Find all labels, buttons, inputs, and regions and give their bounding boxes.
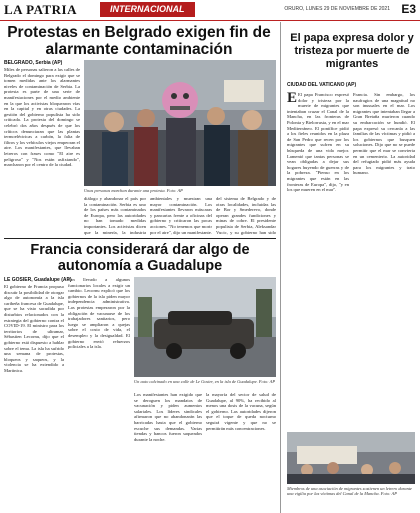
section-divider [4,238,276,239]
story1-lower-column-2: ambientales y muestran una mayor contaminación. Los manifestantes llevaron máscaras y pancartas frente a oficinas del gobierno y criticaron las pocas acciones. "No tenemos que morir por el aire", dijo un manifestante. [150,196,212,235]
story1-column-1: Miles de personas salieron a las calles de Belgrado el domingo para exigir que se tomen medidas ante los alarmantes niveles de contaminación de Serbia. La protesta es parte de una serie de manifestaciones por el medio ambiente en la que los activistas bloquearon vías en la capital y en otras ciudades. La gestión del gobierno populista ha sido criticada. La protesta del domingo se celebró dos años después de que los críticos denunciaran que las plantas termoeléctricas a carbón, la falta de filtros y los vehículos viejos empeoran el aire. Los manifestantes, que llevaban letreros con frases como "El aire es peligroso" y "Nos están asfixiando", marcharon por el centro de la ciudad. [4,67,80,168]
dateline: ORURO, LUNES 29 DE NOVIEMBRE DE 2021 [284,6,390,12]
story3-photo [287,432,415,484]
section-label: INTERNACIONAL [100,2,195,17]
page-number: E3 [401,2,416,16]
drop-cap: E [287,92,298,106]
protest-photo [84,60,276,186]
story1-photo [84,60,276,186]
story2-photo-caption: Un auto calcinado en una calle de Le Gosier, en la isla de Guadalupe. Foto: AP [134,379,276,384]
story3-column-2: Francia. Sin embargo, los naufragios de una magnitud no son inusuales en el mar. Los migrantes que intentaban llegar a Gran Bretaña murieron cuando su embarcación se hundió. El papa expresó su cercanía a las familias de las víctimas y pidió a los gobiernos que busquen soluciones. Dijo que no se puede permitir que el mar se convierta en un cementerio. La autoridad del refugiado pidió más ayuda para los migrantes y trato humano. [353,92,415,176]
story3-byline: CIUDAD DEL VATICANO (AP) [287,82,357,88]
story1-lower-column-1: diálogo y abandonar el país por la contaminación. Serbia es uno de los países más contaminados de Europa, pero las autoridades no han tomado medidas importantes. Los activistas dicen que la minería, la industria [84,196,146,235]
story3-column-1: E El papa Francisco expresó dolor y tristeza por la muerte de migrantes que intentaban cruzar el Canal de la Mancha, en las fronteras de Polonia y Bielorrusia, y en el mar Mediterráneo. El pontífice pidió a los fieles reunidos en la plaza de San Pedro que recen por los migrantes que sufren en su búsqueda de una vida mejor. Lamentó que tantas personas se vean obligadas a dejar sus hogares huyendo de guerras y de la pobreza. "Pienso en los migrantes que están en las fronteras de Europa", dijo, "y en los que mueren en el mar". [287,92,349,193]
story2-column-4: la mayoría del sector de salud de Guadalupe, al 90%, ha recibido al menos una dosis de la vacuna, según el gobierno. Las autoridades dijeron que el toque de queda nocturno seguirá vigente y que no se permitirán más concentraciones. [206,392,276,431]
story2-photo [134,277,276,377]
burned-car-photo [134,277,276,377]
story2-byline: LE GOSIER, Guadalupe (AP) [4,277,72,283]
story1-lower-column-3: del sistema de Belgrado y de otras localidades, incluidas las de Bor y Smederevo, donde operan grandes fundiciones y minas de cobre. El presidente populista de Serbia, Aleksandar Vucic, y su gobierno han sido [216,196,276,235]
migrants-vigil-photo [287,432,415,484]
masthead [0,0,420,21]
story3-photo-caption: Miembros de una asociación de migrantes sostienen un letrero durante una vigilia por las víctimas del Canal de la Mancha. Foto: AP [287,486,412,496]
story2-column-1: El gobierno de Francia propuso discutir la posibilidad de otorgar algo de autonomía a la isla caribeña francesa de Guadalupe, que se ha visto sacudida por disturbios relacionados con la estrategia del gobierno contra el COVID-19. El ministro para los territorios de ultramar, Sébastien Lecornu, dijo que el gobierno está dispuesto a hablar sobre el tema. La isla ha sufrido una semana de protestas, bloqueos y saqueos, y la violencia se ha extendido a Martinica. [4,284,64,373]
story2-column-3: Los manifestantes han exigido que se deroguen los mandatos de vacunación y piden aumentos salariales. Los líderes sindicales afirmaron que no abandonarán las barricadas hasta que el gobierno escuche sus demandas. Varias tiendas y bancos fueron saqueados durante la noche. [134,392,202,442]
story1-headline: Protestas en Belgrado exigen fin de alarmante contaminación [7,24,271,58]
sidebar-story [280,22,420,513]
story2-headline: Francia considerará dar algo de autonomía a Guadalupe [30,242,250,274]
newspaper-logo[interactable]: LA PATRIA [4,2,77,17]
story2-column-2: han llevado a algunos funcionarios locales a exigir un cambio. Lecornu explicó que los gobiernos de la isla piden mayor independencia administrativa. Las protestas empezaron por la obligación de vacunarse de los trabajadores sanitarios, pero luego se ampliaron a quejas sobre el costo de vida, el desempleo y la desigualdad. El gobierno envió refuerzos policiales a la isla. [68,277,130,350]
story3-headline: El papa expresa dolor y tristeza por muerte de migrantes [290,32,414,70]
story1-byline: BELGRADO, Serbia (AP) [4,60,63,66]
story1-photo-caption: Unas personas marchan durante una protesta. Foto: AP [84,188,183,193]
